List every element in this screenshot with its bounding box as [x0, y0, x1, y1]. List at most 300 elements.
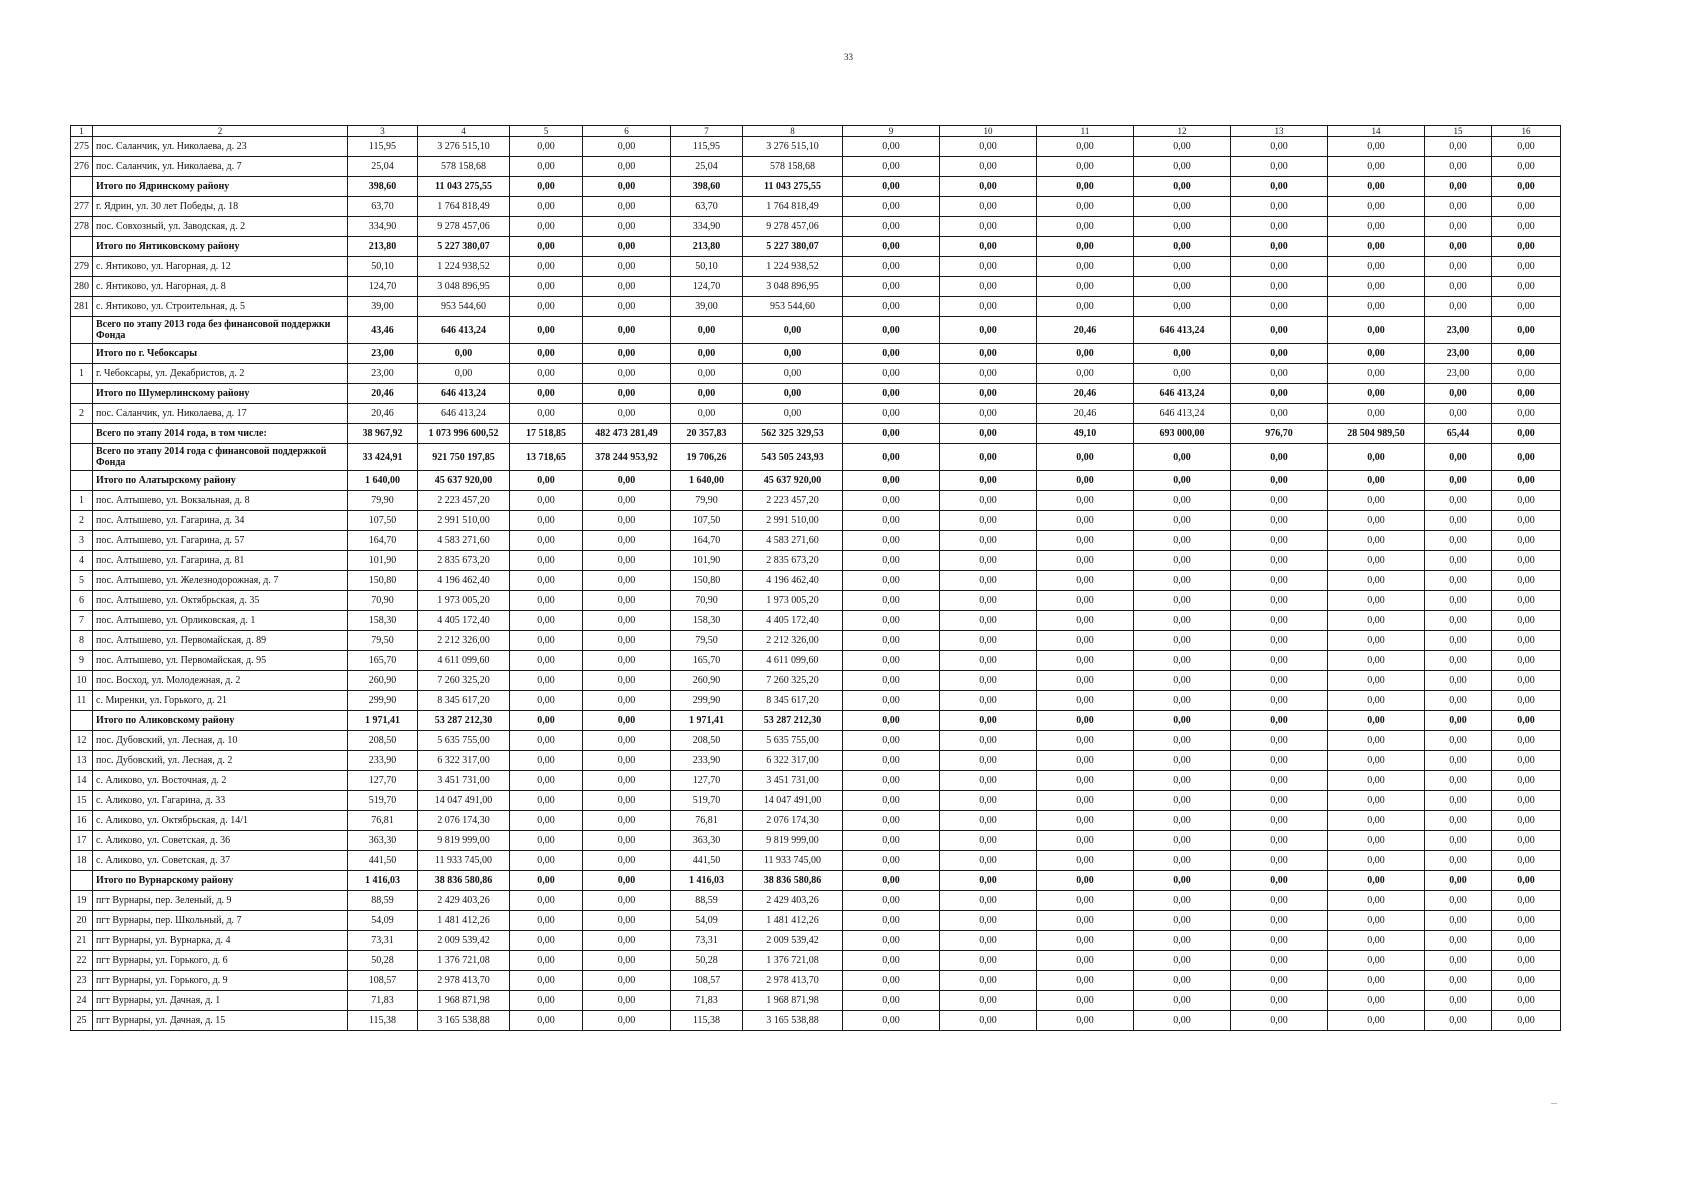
value-cell: 0,00 — [940, 277, 1037, 297]
value-cell: 1 968 871,98 — [418, 991, 510, 1011]
value-cell: 0,00 — [1037, 157, 1134, 177]
value-cell: 0,00 — [1492, 711, 1561, 731]
address-cell: с. Янтиково, ул. Нагорная, д. 12 — [93, 257, 348, 277]
value-cell: 0,00 — [583, 137, 671, 157]
value-cell: 0,00 — [1328, 931, 1425, 951]
value-cell: 0,00 — [940, 511, 1037, 531]
value-cell: 0,00 — [583, 871, 671, 891]
value-cell: 0,00 — [843, 611, 940, 631]
value-cell: 5 227 380,07 — [743, 237, 843, 257]
value-cell: 0,00 — [1425, 631, 1492, 651]
value-cell: 646 413,24 — [418, 404, 510, 424]
value-cell: 0,00 — [1492, 157, 1561, 177]
row-number: 2 — [71, 404, 93, 424]
value-cell: 0,00 — [1134, 891, 1231, 911]
value-cell: 1 416,03 — [348, 871, 418, 891]
row-number: 281 — [71, 297, 93, 317]
value-cell: 334,90 — [348, 217, 418, 237]
value-cell: 0,00 — [1328, 344, 1425, 364]
value-cell: 0,00 — [583, 471, 671, 491]
table-row — [71, 404, 1561, 424]
value-cell: 53 287 212,30 — [743, 711, 843, 731]
value-cell: 2 429 403,26 — [418, 891, 510, 911]
value-cell: 1 640,00 — [671, 471, 743, 491]
value-cell: 0,00 — [1037, 671, 1134, 691]
value-cell: 0,00 — [1492, 471, 1561, 491]
value-cell: 2 223 457,20 — [418, 491, 510, 511]
value-cell: 0,00 — [743, 404, 843, 424]
value-cell: 1 073 996 600,52 — [418, 424, 510, 444]
value-cell: 4 196 462,40 — [418, 571, 510, 591]
value-cell: 107,50 — [671, 511, 743, 531]
column-number: 7 — [671, 126, 743, 137]
value-cell: 0,00 — [510, 551, 583, 571]
value-cell: 4 405 172,40 — [743, 611, 843, 631]
value-cell: 0,00 — [1134, 811, 1231, 831]
value-cell: 0,00 — [1492, 217, 1561, 237]
address-cell: с. Янтиково, ул. Строительная, д. 5 — [93, 297, 348, 317]
value-cell: 0,00 — [1425, 1011, 1492, 1031]
value-cell: 0,00 — [940, 384, 1037, 404]
address-cell: пгт Вурнары, ул. Горького, д. 6 — [93, 951, 348, 971]
value-cell: 0,00 — [583, 551, 671, 571]
address-cell: пос. Алтышево, ул. Орликовская, д. 1 — [93, 611, 348, 631]
value-cell: 0,00 — [940, 591, 1037, 611]
value-cell: 0,00 — [1425, 531, 1492, 551]
value-cell: 0,00 — [1425, 571, 1492, 591]
value-cell: 0,00 — [1037, 257, 1134, 277]
value-cell: 0,00 — [1425, 691, 1492, 711]
value-cell: 0,00 — [583, 991, 671, 1011]
value-cell: 0,00 — [940, 791, 1037, 811]
value-cell: 0,00 — [1492, 931, 1561, 951]
column-number: 8 — [743, 126, 843, 137]
row-number: 280 — [71, 277, 93, 297]
value-cell: 0,00 — [843, 237, 940, 257]
value-cell: 2 009 539,42 — [418, 931, 510, 951]
value-cell: 0,00 — [1134, 177, 1231, 197]
value-cell: 0,00 — [1037, 344, 1134, 364]
value-cell: 0,00 — [940, 471, 1037, 491]
value-cell: 50,10 — [348, 257, 418, 277]
value-cell: 0,00 — [583, 971, 671, 991]
value-cell: 0,00 — [1037, 364, 1134, 384]
row-number: 18 — [71, 851, 93, 871]
table-row — [71, 951, 1561, 971]
value-cell: 2 076 174,30 — [418, 811, 510, 831]
address-cell: Всего по этапу 2014 года, в том числе: — [93, 424, 348, 444]
table-row — [71, 851, 1561, 871]
table-row — [71, 217, 1561, 237]
value-cell: 0,00 — [583, 631, 671, 651]
value-cell: 0,00 — [583, 177, 671, 197]
value-cell: 0,00 — [1425, 444, 1492, 471]
address-cell: пос. Дубовский, ул. Лесная, д. 2 — [93, 751, 348, 771]
address-cell: пос. Алтышево, ул. Вокзальная, д. 8 — [93, 491, 348, 511]
value-cell: 0,00 — [843, 891, 940, 911]
value-cell: 0,00 — [510, 571, 583, 591]
value-cell: 0,00 — [1492, 424, 1561, 444]
value-cell: 0,00 — [940, 951, 1037, 971]
value-cell: 0,00 — [1134, 951, 1231, 971]
value-cell: 0,00 — [510, 511, 583, 531]
value-cell: 0,00 — [743, 317, 843, 344]
value-cell: 0,00 — [1037, 137, 1134, 157]
value-cell: 0,00 — [1231, 317, 1328, 344]
value-cell: 0,00 — [1328, 591, 1425, 611]
row-number — [71, 444, 93, 471]
subtotal-row — [71, 444, 1561, 471]
value-cell: 2 991 510,00 — [743, 511, 843, 531]
value-cell: 2 978 413,70 — [743, 971, 843, 991]
value-cell: 0,00 — [1328, 891, 1425, 911]
value-cell: 0,00 — [843, 631, 940, 651]
value-cell: 0,00 — [843, 531, 940, 551]
row-number: 23 — [71, 971, 93, 991]
value-cell: 0,00 — [1328, 551, 1425, 571]
value-cell: 0,00 — [1492, 297, 1561, 317]
value-cell: 0,00 — [1037, 991, 1134, 1011]
value-cell: 17 518,85 — [510, 424, 583, 444]
value-cell: 0,00 — [1037, 611, 1134, 631]
value-cell: 0,00 — [1134, 471, 1231, 491]
value-cell: 0,00 — [1328, 751, 1425, 771]
value-cell: 0,00 — [583, 277, 671, 297]
column-number: 9 — [843, 126, 940, 137]
value-cell: 0,00 — [940, 344, 1037, 364]
value-cell: 0,00 — [510, 871, 583, 891]
value-cell: 213,80 — [348, 237, 418, 257]
value-cell: 260,90 — [348, 671, 418, 691]
value-cell: 0,00 — [843, 671, 940, 691]
value-cell: 73,31 — [348, 931, 418, 951]
value-cell: 1 971,41 — [671, 711, 743, 731]
row-number: 22 — [71, 951, 93, 971]
value-cell: 0,00 — [510, 771, 583, 791]
value-cell: 0,00 — [1134, 197, 1231, 217]
value-cell: 11 933 745,00 — [418, 851, 510, 871]
value-cell: 0,00 — [1231, 631, 1328, 651]
column-number: 15 — [1425, 126, 1492, 137]
value-cell: 0,00 — [1231, 651, 1328, 671]
value-cell: 0,00 — [843, 811, 940, 831]
value-cell: 646 413,24 — [1134, 384, 1231, 404]
value-cell: 0,00 — [1231, 177, 1328, 197]
address-cell: пос. Алтышево, ул. Первомайская, д. 89 — [93, 631, 348, 651]
value-cell: 19 706,26 — [671, 444, 743, 471]
value-cell: 0,00 — [1134, 137, 1231, 157]
value-cell: 0,00 — [1134, 971, 1231, 991]
value-cell: 0,00 — [583, 691, 671, 711]
value-cell: 0,00 — [1328, 631, 1425, 651]
value-cell: 0,00 — [1134, 1011, 1231, 1031]
value-cell: 20,46 — [1037, 384, 1134, 404]
value-cell: 0,00 — [583, 791, 671, 811]
value-cell: 0,00 — [510, 157, 583, 177]
value-cell: 2 835 673,20 — [743, 551, 843, 571]
table-row — [71, 531, 1561, 551]
value-cell: 0,00 — [1328, 691, 1425, 711]
value-cell: 0,00 — [1425, 711, 1492, 731]
value-cell: 0,00 — [1231, 751, 1328, 771]
value-cell: 0,00 — [1425, 551, 1492, 571]
value-cell: 0,00 — [1492, 364, 1561, 384]
column-number: 4 — [418, 126, 510, 137]
value-cell: 0,00 — [843, 257, 940, 277]
value-cell: 0,00 — [1231, 384, 1328, 404]
value-cell: 3 048 896,95 — [418, 277, 510, 297]
value-cell: 0,00 — [583, 217, 671, 237]
value-cell: 0,00 — [1328, 671, 1425, 691]
value-cell: 0,00 — [1492, 511, 1561, 531]
value-cell: 2 212 326,00 — [743, 631, 843, 651]
value-cell: 0,00 — [1328, 871, 1425, 891]
value-cell: 23,00 — [1425, 317, 1492, 344]
value-cell: 0,00 — [1425, 511, 1492, 531]
value-cell: 1 481 412,26 — [418, 911, 510, 931]
value-cell: 0,00 — [843, 317, 940, 344]
value-cell: 2 429 403,26 — [743, 891, 843, 911]
value-cell: 0,00 — [843, 591, 940, 611]
value-cell: 38 836 580,86 — [418, 871, 510, 891]
value-cell: 8 345 617,20 — [743, 691, 843, 711]
value-cell: 54,09 — [348, 911, 418, 931]
value-cell: 2 223 457,20 — [743, 491, 843, 511]
value-cell: 441,50 — [348, 851, 418, 871]
table-row — [71, 591, 1561, 611]
table-row — [71, 911, 1561, 931]
value-cell: 0,00 — [510, 531, 583, 551]
value-cell: 0,00 — [510, 731, 583, 751]
address-cell: пос. Саланчик, ул. Николаева, д. 23 — [93, 137, 348, 157]
table-row — [71, 297, 1561, 317]
value-cell: 0,00 — [1037, 931, 1134, 951]
table-row — [71, 811, 1561, 831]
value-cell: 0,00 — [1037, 831, 1134, 851]
value-cell: 0,00 — [1134, 611, 1231, 631]
address-cell: пгт Вурнары, пер. Школьный, д. 7 — [93, 911, 348, 931]
value-cell: 0,00 — [843, 364, 940, 384]
value-cell: 0,00 — [1328, 277, 1425, 297]
value-cell: 0,00 — [843, 424, 940, 444]
value-cell: 0,00 — [583, 811, 671, 831]
value-cell: 0,00 — [583, 731, 671, 751]
value-cell: 0,00 — [1134, 551, 1231, 571]
value-cell: 0,00 — [1231, 671, 1328, 691]
value-cell: 0,00 — [1037, 911, 1134, 931]
value-cell: 0,00 — [1492, 691, 1561, 711]
value-cell: 3 048 896,95 — [743, 277, 843, 297]
value-cell: 0,00 — [940, 177, 1037, 197]
value-cell: 0,00 — [1492, 531, 1561, 551]
value-cell: 0,00 — [843, 851, 940, 871]
value-cell: 50,28 — [671, 951, 743, 971]
value-cell: 115,38 — [348, 1011, 418, 1031]
address-cell: пос. Совхозный, ул. Заводская, д. 2 — [93, 217, 348, 237]
value-cell: 0,00 — [583, 771, 671, 791]
value-cell: 0,00 — [843, 831, 940, 851]
value-cell: 976,70 — [1231, 424, 1328, 444]
value-cell: 88,59 — [671, 891, 743, 911]
address-cell: г. Ядрин, ул. 30 лет Победы, д. 18 — [93, 197, 348, 217]
value-cell: 0,00 — [583, 237, 671, 257]
value-cell: 108,57 — [671, 971, 743, 991]
address-cell: с. Янтиково, ул. Нагорная, д. 8 — [93, 277, 348, 297]
value-cell: 115,38 — [671, 1011, 743, 1031]
value-cell: 0,00 — [1231, 791, 1328, 811]
value-cell: 0,00 — [1492, 277, 1561, 297]
value-cell: 0,00 — [843, 471, 940, 491]
value-cell: 646 413,24 — [418, 317, 510, 344]
value-cell: 7 260 325,20 — [418, 671, 510, 691]
value-cell: 0,00 — [743, 344, 843, 364]
row-number: 276 — [71, 157, 93, 177]
table-row — [71, 731, 1561, 751]
address-cell: Итого по Ядринскому району — [93, 177, 348, 197]
value-cell: 0,00 — [583, 317, 671, 344]
value-cell: 1 968 871,98 — [743, 991, 843, 1011]
value-cell: 107,50 — [348, 511, 418, 531]
value-cell: 0,00 — [1134, 791, 1231, 811]
value-cell: 0,00 — [940, 711, 1037, 731]
value-cell: 76,81 — [671, 811, 743, 831]
value-cell: 0,00 — [510, 197, 583, 217]
value-cell: 45 637 920,00 — [418, 471, 510, 491]
value-cell: 0,00 — [843, 551, 940, 571]
value-cell: 0,00 — [671, 404, 743, 424]
value-cell: 0,00 — [940, 1011, 1037, 1031]
table-row — [71, 197, 1561, 217]
value-cell: 0,00 — [583, 344, 671, 364]
value-cell: 0,00 — [583, 611, 671, 631]
value-cell: 0,00 — [940, 931, 1037, 951]
value-cell: 0,00 — [1425, 404, 1492, 424]
value-cell: 0,00 — [1425, 651, 1492, 671]
value-cell: 124,70 — [348, 277, 418, 297]
value-cell: 0,00 — [1328, 531, 1425, 551]
value-cell: 0,00 — [1328, 811, 1425, 831]
value-cell: 0,00 — [843, 971, 940, 991]
value-cell: 0,00 — [1231, 971, 1328, 991]
value-cell: 0,00 — [583, 157, 671, 177]
value-cell: 76,81 — [348, 811, 418, 831]
value-cell: 0,00 — [1425, 611, 1492, 631]
value-cell: 0,00 — [843, 691, 940, 711]
row-number — [71, 384, 93, 404]
value-cell: 0,00 — [583, 831, 671, 851]
column-number: 1 — [71, 126, 93, 137]
value-cell: 0,00 — [940, 911, 1037, 931]
value-cell: 398,60 — [348, 177, 418, 197]
row-number: 11 — [71, 691, 93, 711]
value-cell: 0,00 — [1231, 471, 1328, 491]
value-cell: 578 158,68 — [743, 157, 843, 177]
value-cell: 299,90 — [348, 691, 418, 711]
value-cell: 0,00 — [1037, 751, 1134, 771]
value-cell: 0,00 — [1492, 551, 1561, 571]
value-cell: 0,00 — [1328, 471, 1425, 491]
value-cell: 0,00 — [940, 364, 1037, 384]
value-cell: 88,59 — [348, 891, 418, 911]
value-cell: 1 224 938,52 — [418, 257, 510, 277]
value-cell: 0,00 — [1134, 157, 1231, 177]
value-cell: 165,70 — [671, 651, 743, 671]
table-row — [71, 791, 1561, 811]
row-number: 3 — [71, 531, 93, 551]
column-number-row — [71, 126, 1561, 137]
value-cell: 39,00 — [671, 297, 743, 317]
table-row — [71, 771, 1561, 791]
address-cell: пос. Алтышево, ул. Первомайская, д. 95 — [93, 651, 348, 671]
value-cell: 0,00 — [940, 891, 1037, 911]
address-cell: Всего по этапу 2013 года без финансовой поддержки Фонда — [93, 317, 348, 344]
value-cell: 0,00 — [940, 157, 1037, 177]
value-cell: 208,50 — [671, 731, 743, 751]
value-cell: 0,00 — [1134, 671, 1231, 691]
subtotal-row — [71, 711, 1561, 731]
value-cell: 299,90 — [671, 691, 743, 711]
value-cell: 4 611 099,60 — [743, 651, 843, 671]
value-cell: 208,50 — [348, 731, 418, 751]
value-cell: 70,90 — [671, 591, 743, 611]
value-cell: 0,00 — [510, 991, 583, 1011]
value-cell: 0,00 — [1231, 197, 1328, 217]
value-cell: 0,00 — [583, 591, 671, 611]
table-row — [71, 491, 1561, 511]
value-cell: 0,00 — [510, 931, 583, 951]
value-cell: 0,00 — [1231, 257, 1328, 277]
value-cell: 0,00 — [510, 384, 583, 404]
value-cell: 0,00 — [1328, 911, 1425, 931]
value-cell: 0,00 — [1231, 344, 1328, 364]
row-number — [71, 424, 93, 444]
value-cell: 0,00 — [1425, 671, 1492, 691]
value-cell: 0,00 — [1425, 277, 1492, 297]
value-cell: 11 043 275,55 — [418, 177, 510, 197]
value-cell: 0,00 — [1328, 197, 1425, 217]
value-cell: 334,90 — [671, 217, 743, 237]
row-number — [71, 344, 93, 364]
value-cell: 0,00 — [1134, 591, 1231, 611]
value-cell: 482 473 281,49 — [583, 424, 671, 444]
value-cell: 0,00 — [1037, 551, 1134, 571]
table-row — [71, 651, 1561, 671]
value-cell: 1 640,00 — [348, 471, 418, 491]
value-cell: 0,00 — [583, 671, 671, 691]
value-cell: 14 047 491,00 — [743, 791, 843, 811]
value-cell: 39,00 — [348, 297, 418, 317]
value-cell: 54,09 — [671, 911, 743, 931]
address-cell: с. Аликово, ул. Гагарина, д. 33 — [93, 791, 348, 811]
value-cell: 0,00 — [583, 297, 671, 317]
value-cell: 0,00 — [843, 277, 940, 297]
value-cell: 0,00 — [671, 384, 743, 404]
value-cell: 0,00 — [510, 237, 583, 257]
address-cell: пгт Вурнары, ул. Дачная, д. 15 — [93, 1011, 348, 1031]
value-cell: 0,00 — [1037, 771, 1134, 791]
value-cell: 0,00 — [1328, 571, 1425, 591]
value-cell: 1 376 721,08 — [418, 951, 510, 971]
value-cell: 0,00 — [843, 571, 940, 591]
row-number: 6 — [71, 591, 93, 611]
value-cell: 0,00 — [1134, 531, 1231, 551]
value-cell: 0,00 — [1134, 991, 1231, 1011]
value-cell: 0,00 — [940, 571, 1037, 591]
value-cell: 63,70 — [348, 197, 418, 217]
value-cell: 0,00 — [843, 751, 940, 771]
value-cell: 0,00 — [1492, 237, 1561, 257]
value-cell: 0,00 — [1492, 731, 1561, 751]
